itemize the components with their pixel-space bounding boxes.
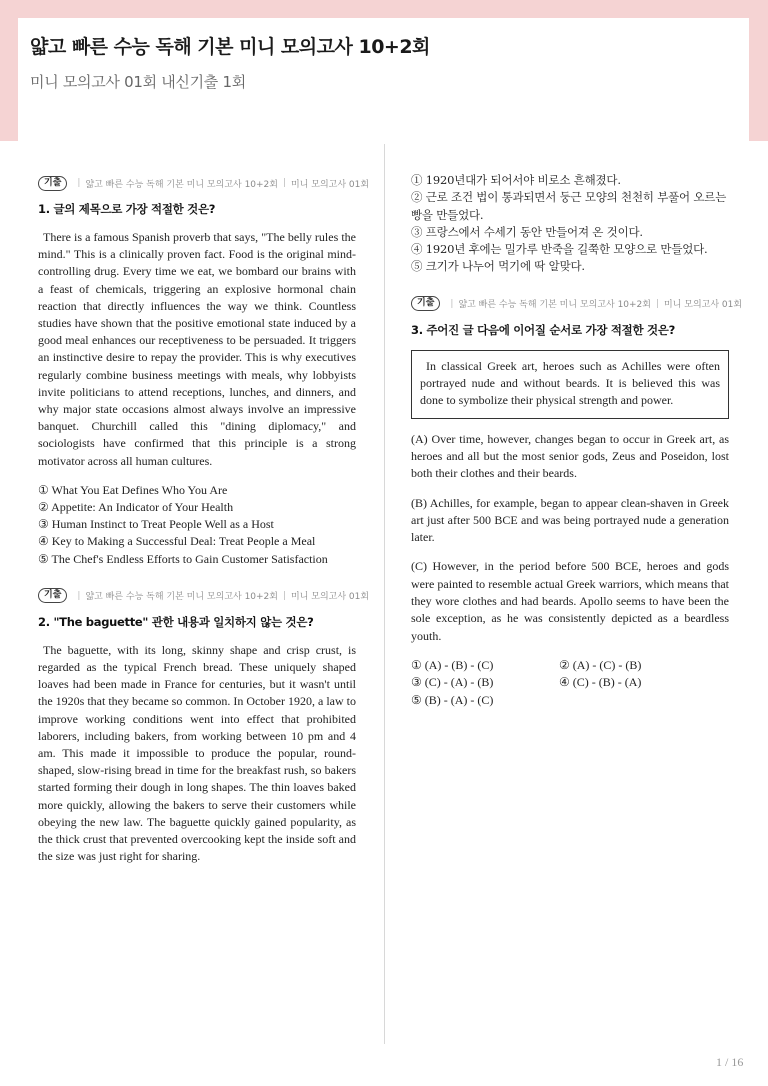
- q2-option-4[interactable]: ④ 1920년 후에는 밀가루 반죽을 길쭉한 모양으로 만들었다.: [411, 242, 708, 257]
- q1-title: 1. 글의 제목으로 가장 적절한 것은?: [38, 202, 216, 216]
- page-subtitle: 미니 모의고사 01회 내신기출 1회: [30, 73, 246, 91]
- separator: |: [655, 298, 660, 309]
- q1-source-test: 미니 모의고사 01회: [291, 179, 370, 190]
- q1-passage: There is a famous Spanish proverb that says, "The belly rules the mind." This is a clinically proven fact. Food is the original mind-controlling drug. Every time we eat, we bombard our brains with a feast of chemicals, triggering an explosive hormonal chain reaction that directly influences the way we think. Countless studies have shown that the positive emotional state induced by a good meal enhances our receptiveness to be persuaded. It triggers an instinctive desire to repay the provider. This is why executives regularly combine business meetings with meals, why lobbyists invite politicians to attend receptions, lunches, and dinners, and why major state occasions almost always involve an impressive banquet. Churchill called this "dining diplomacy," and sociologists have confirmed that this principle is a strong motivator across all human cultures.: [38, 230, 356, 468]
- q2-title: 2. "The baguette" 관한 내용과 일치하지 않는 것은?: [38, 614, 314, 629]
- q2-passage: The baguette, with its long, skinny shape and crisp crust, is regarded as the typical French bread. These uniquely shaped loaves had been made in France for centuries, but it wasn't until the 1920s that they became so common. In October 1920, a law to improve working conditions went into effect that prohibited laborers, including bakers, from working between 10 pm and 4 am. This made it impossible to produce the popular, round-shaped, slow-rising bread in time for the breakfast rush, so bakers started forming their dough in long shapes. The thin loaves baked more quickly, allowing the bakers to serve their customers while obeying the new law. The baguette quickly gained popularity, as the thick crust that prevented overcooking kept the inside soft and the size was just right for sharing.: [38, 642, 356, 864]
- column-divider: [384, 144, 385, 1044]
- q2-source-book: 얇고 빠른 수능 독해 기본 미니 모의고사 10+2회: [85, 592, 278, 603]
- separator: |: [77, 590, 81, 601]
- page-number: 1 / 16: [716, 1055, 744, 1069]
- q3-tag-badge: 기출: [411, 296, 440, 311]
- q3-paragraph-a: (A) Over time, however, changes began to occur in Greek art, as heroes and all but the most senior gods, Zeus and Poseidon, lost both their clothes and their beards.: [411, 431, 729, 481]
- q3-option-4[interactable]: ④ (C) - (B) - (A): [559, 675, 642, 690]
- q3-option-2[interactable]: ② (A) - (C) - (B): [559, 657, 642, 672]
- q3-option-3[interactable]: ③ (C) - (A) - (B): [411, 675, 494, 690]
- q1-option-5[interactable]: ⑤ The Chef's Endless Efforts to Gain Customer Satisfaction: [38, 551, 328, 566]
- q1-source-book: 얇고 빠른 수능 독해 기본 미니 모의고사 10+2회: [85, 179, 278, 190]
- q3-given-passage-box: In classical Greek art, heroes such as Achilles were often portrayed nude and without beards. It is believed this was done to symbolize their physical strength and power.: [411, 350, 729, 419]
- q1-option-1[interactable]: ① What You Eat Defines Who You Are: [38, 482, 228, 497]
- q1-option-2[interactable]: ② Appetite: An Indicator of Your Health: [38, 500, 234, 515]
- q1-option-4[interactable]: ④ Key to Making a Successful Deal: Treat People a Meal: [38, 534, 316, 549]
- separator: |: [282, 590, 287, 601]
- page-title: 얇고 빠른 수능 독해 기본 미니 모의고사 10+2회: [30, 36, 430, 58]
- q1-options: [38, 482, 356, 568]
- q3-paragraph-b: (B) Achilles, for example, began to appear clean-shaven in Greek art just after 500 BCE and was being portrayed nude a generation later.: [411, 495, 729, 545]
- separator: |: [450, 298, 454, 309]
- q2-tag-badge: 기출: [38, 588, 67, 603]
- left-column: [38, 175, 370, 866]
- separator: |: [77, 178, 81, 188]
- q3-options: [411, 657, 729, 709]
- separator: |: [282, 178, 287, 188]
- right-column: [411, 172, 743, 709]
- q1-tag-badge: 기출: [38, 176, 67, 191]
- q2-option-1[interactable]: ① 1920년대가 되어서야 비로소 흔해졌다.: [411, 173, 621, 187]
- q2-options: [411, 172, 729, 276]
- q3-option-1[interactable]: ① (A) - (B) - (C): [411, 657, 494, 672]
- q2-source-row: [38, 588, 370, 604]
- q3-source-row: [411, 296, 743, 312]
- q1-option-3[interactable]: ③ Human Instinct to Treat People Well as a Host: [38, 517, 274, 532]
- q2-option-3[interactable]: ③ 프랑스에서 수세기 동안 만들어져 온 것이다.: [411, 224, 643, 239]
- q3-source-book: 얇고 빠른 수능 독해 기본 미니 모의고사 10+2회: [458, 300, 651, 311]
- q2-option-5[interactable]: ⑤ 크기가 나누어 먹기에 딱 알맞다.: [411, 259, 585, 274]
- q3-title: 3. 주어진 글 다음에 이어질 순서로 가장 적절한 것은?: [411, 322, 675, 337]
- q2-source-test: 미니 모의고사 01회: [291, 592, 370, 603]
- q3-option-5[interactable]: ⑤ (B) - (A) - (C): [411, 692, 494, 707]
- q1-source-row: [38, 175, 370, 191]
- q2-option-2[interactable]: ② 근로 조건 법이 통과되면서 둥근 모양의 천천히 부풀어 오르는 빵을 만들었다.: [411, 190, 727, 222]
- q3-paragraph-c: (C) However, in the period before 500 BCE, heroes and gods were painted to resemble actual Greek warriors, which means that they wore clothes and had beards. Apollo seems to have been the sole exception, as he was consistently depicted as a beardless youth.: [411, 559, 729, 643]
- q3-source-test: 미니 모의고사 01회: [664, 300, 743, 311]
